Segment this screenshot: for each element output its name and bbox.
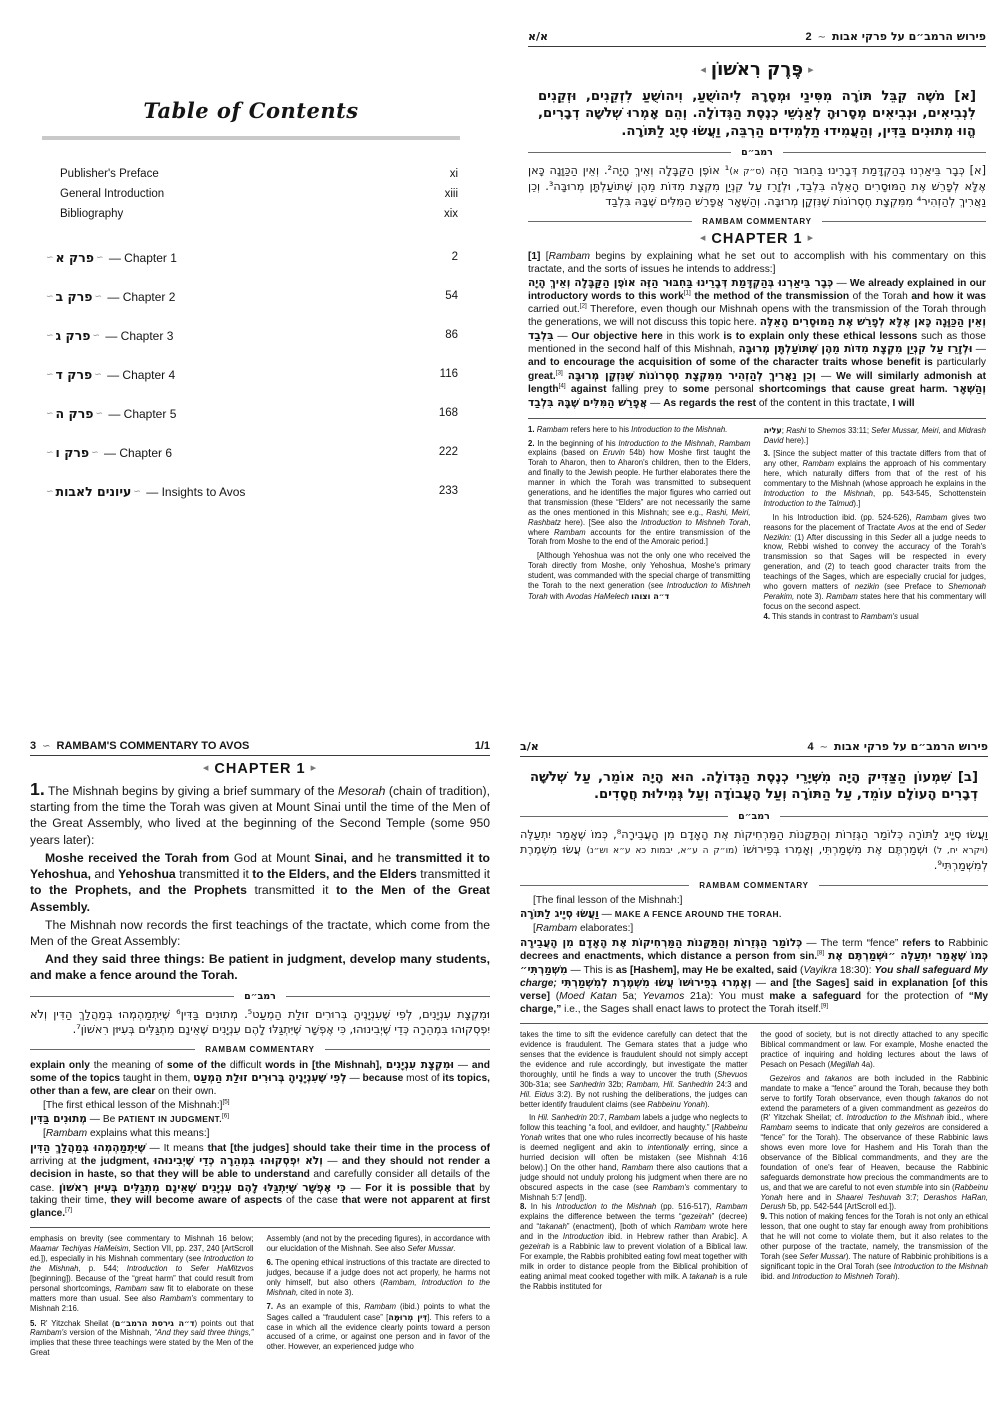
swash-ornament-icon: ∽	[46, 329, 54, 340]
footnote: 8. In his Introduction to the Mishnah (pp. 516-517), Rambam explains the difference between the terms “gezeirah” (decree) and “takanah” (enactment), [both of which Rambam wrote here and in the Introduction ibid. in Hebrew rather than Arabic]. A gezeirah is a Rabbinic law to prevent violation of a Biblical law. For example, the Rabbis prohibited eating fowl meat together with milk in order to distance people from the Biblical prohibition of eating animal meat cooked together with milk. A takanah is a rule the Rabbis instituted for	[520, 1202, 748, 1291]
toc-entry-label: ∽ עיונים לאבות ∽ — Insights to Avos	[46, 483, 246, 499]
footnote: 7. As an example of this, Rambam (ibid.) points to what the Sages called a “fraudulent case” [דִּין מְרוּמֶּה]. This refers to a case in which all the evidence clearly points toward a person accused of a crime, or against one person and in favor of the other. However, an experienced judge who	[266, 1301, 490, 1352]
footnotes	[30, 1234, 490, 1362]
footnote-column-right	[764, 425, 987, 626]
footnote: 2. In the beginning of his Introduction to the Mishnah, Rambam explains (based on Eruvin 54b) how Moshe first taught the Torah to Aharon, then to Aharon's children, then to the Elders, and finally to the Jewish people. He further elaborates there the manner in which the Torah was transmitted to subsequent generations, and he identifies the major figures who carried out that transmission (these “Elders” are not necessarily the same as the ones mentioned in this Mishnah; see e.g., Rashi, Meiri, Rashbatz here). [See also the Introduction to Mishneh Torah, where Rambam accounts for the entire transmission of the Torah from Moshe to the end of the Amoraic period.]	[528, 438, 751, 547]
page-number: 4	[807, 741, 814, 753]
paragraph: [Rambam explains what this means:]	[43, 1127, 210, 1139]
toc-entry-page: xiii	[444, 188, 458, 201]
rambam-hebrew-text: [א] כְּבָר בֵּיאַרְנוּ בְּהַקְדָּמַת דְּבָרֵינוּ בַּחִבּוּר הַזֶּה (ס״ק א)¹ אוֹפֶן הַקַּבָּלָה וְאֵיךְ הָיָה². וְאֵין הַכַּוָּנָה כָּאן אֶלָּא לְפָרֵשׁ אֶת הַמּוּסָרִים הָאֵלֶּה בִּלְבַד, וּלְזָרֵז עַל קִנְיַן מִקְצָת מִדּוֹת מֵהֶן שֶׁתּוֹעַלְתָּן מְרוּבָּה³. וְכֵן נַאֲרִיךְ לְהַזְהִיר⁴ מִמִּקְצָת חֶסְרוֹנוֹת שֶׁנִּזְקָן מְרוּבָּה. וְהַשְּׁאָר אֲפָרֵשׁ הַמִּלִּים שֶׁבָּהּ בִּלְבַד	[528, 164, 986, 209]
perek-title: ▸פֶּרֶק רִאשׁוֹן◂	[528, 59, 986, 80]
swash-ornament-icon: ∽	[46, 485, 54, 496]
mishnah-indicator: 1/1	[474, 740, 490, 752]
divider-line	[780, 816, 988, 817]
header-title-group	[30, 740, 249, 752]
divider-line	[520, 816, 728, 817]
footnotes	[520, 1030, 988, 1295]
divider-line	[819, 885, 988, 886]
toc-entry-label: ∽ פרק ה ∽ — Chapter 5	[46, 405, 177, 421]
footnote: 1. Rambam refers here to his Introduction to the Mishnah.	[528, 424, 728, 434]
daf-indicator: א/ב	[520, 740, 539, 753]
toc-row	[44, 394, 458, 433]
footnote-column-left	[520, 1030, 748, 1295]
swash-ornament-icon: ∽	[817, 32, 826, 43]
toc-entry-label: ∽ פרק א ∽ — Chapter 1	[46, 249, 177, 265]
divider-line	[520, 885, 689, 886]
hebrew-page-4	[520, 740, 988, 1412]
swash-ornament-icon: ∽	[94, 290, 103, 301]
footnote-column-right	[761, 1030, 989, 1295]
mishnah-translation-block	[30, 781, 490, 984]
footnote: [Although Yehoshua was not the only one who received the Torah directly from Moshe, only Yehoshua, Moshe's primary student, was commanded with the special charge of transmitting the Torah to the next generation (see Introduction to Mishneh Torah with Avodas HaMelech ד״ה וצוהו	[528, 551, 751, 601]
toc-title: Table of Contents	[143, 98, 359, 123]
swash-ornament-icon: ∽	[95, 251, 104, 262]
divider-line	[528, 152, 731, 153]
swash-ornament-icon: ∽	[46, 368, 54, 379]
paragraph: [1] [Rambam begins by explaining what he set out to accomplish with his commentary on this tractate, and the sorts of issues he intends to address:]	[528, 251, 986, 275]
footnote: In Hil. Sanhedrin 20:7, Rambam labels a judge who neglects to follow this teaching “a fool, and evildoer, and haughty.” [Rabbeinu Yonah writes that one who rules incorrectly because of his haste is deemed negligent and akin to intentionally erring, since a hurried decision will often be mistaken (see Mishnah 4:16 below).] On the other hand, Rambam there also cautions that a judge should not unduly prolong his judgment when there are no obscured aspects in the case (see Rambam's commentary to Mishnah 5:7 [end]).	[520, 1113, 748, 1202]
rambam-hebrew-text: וַעֲשׂוּ סְיָיג לַתּוֹרָה כְּלוֹמַר הַגְּזֵרוֹת וְהַתַּקָּנוֹת הַמַּרְחִיקוֹת אֶת הָאָדָם מִן הָעֲבֵירָה⁸, כְּמוֹ שֶׁאָמַר יִתְעַלֶּה (ויקרא יח, ל) וּשְׁמַרְתֶּם אֶת מִשְׁמַרְתִּי, וְאָמְרוּ בְּפֵירוּשׁוֹ (מו״ק ה ע״א, יבמות כא ע״א וש״נ) עֲשׂוּ מִשְׁמֶרֶת לְמִשְׁמַרְתִּי⁹.	[520, 827, 988, 872]
toc-chapter-list	[40, 238, 462, 511]
toc-entry-label: ∽ פרק ב ∽ — Chapter 2	[46, 288, 176, 304]
paragraph: 1. The Mishnah begins by giving a brief summary of the Mesorah (chain of tradition), starting from the time the Torah was given at Mount Sinai until the time of the Men of the Great Assembly, who lived at the beginning of the Second Temple (some 950 years later):	[30, 779, 490, 847]
page-number: 3	[30, 740, 37, 752]
paragraph: And they said three things: Be patient in judgment, develop many students, and make a fence around the Torah.	[30, 952, 490, 983]
toc-row	[60, 164, 458, 184]
toc-entry-label: ∽ פרק ד ∽ — Chapter 4	[46, 366, 176, 382]
divider-line	[822, 221, 986, 222]
toc-row	[44, 238, 458, 277]
daf-indicator: א/א	[528, 30, 549, 43]
toc-entry-label: Bibliography	[60, 208, 124, 221]
swash-ornament-icon: ∽	[46, 446, 54, 457]
paragraph: explain only the meaning of some of the difficult words in [the Mishnah], וּמִקְצָת עִנְיָנִים — and some of the topics taught in them, לְפִי שֶׁעִנְיָנֶיהָ בְּרוּרִים זוּלַת הַמְעַט — because most of its topics, other than a few, are clear on their own.	[30, 1058, 490, 1098]
swash-ornament-icon: ∽	[92, 329, 100, 340]
fleuron-right-icon: ▸	[808, 63, 814, 76]
mishnah-text: [א] מֹשֶׁה קִבֵּל תּוֹרָה מִסִּינַי וּמְסָרָהּ לִיהוֹשֻׁעַ, וִיהוֹשֻׁעַ לִזְקֵנִים, וּזְקֵנִים לִנְבִיאִים, וּנְבִיאִים מְסָרוּהָ לְאַנְשֵׁי כְנֶסֶת הַגְּדוֹלָה. וְהֵם אָמְרוּ שְׁלֹשָׁה דְבָרִים, הֱווּ מְתוּנִים בַּדִּין, וְהַעֲמִידוּ תַלְמִידִים הַרְבֵּה, וַעֲשׂוּ סְיָג לַתּוֹרָה.	[538, 89, 976, 139]
footnote: 3. [Since the subject matter of this tractate differs from that of any other, Rambam explains the approach of his commentary here, which naturally differs from that of the rest of his commentary to the Mishnah (whose approach he explains in the Introduction to the Mishnah, pp. 543-545, Schottenstein Introduction to the Talmud).]	[763, 449, 986, 508]
footnote-rule	[528, 418, 986, 419]
toc-entry-page: 86	[445, 328, 458, 341]
divider-label: RAMBAM COMMENTARY	[702, 217, 812, 226]
toc-row	[44, 472, 458, 511]
commentary-divider	[520, 881, 988, 890]
fleuron-right-icon: ▸	[310, 762, 318, 774]
fleuron-right-icon: ▸	[807, 232, 815, 244]
commentary-divider	[30, 1045, 490, 1054]
toc-entry-page: xi	[449, 168, 458, 180]
header-title-group	[805, 30, 986, 43]
page-header	[30, 740, 490, 756]
divider-label: רמב״ם	[244, 990, 276, 1002]
footnote: 9. This notion of making fences for the Torah is not only an ethical lesson, that one ought to stay far enough away from prohibitions that he will not come to violate them, but it also relates to the other purpose of the tractate, namely, the transmission of the Torah (see Sefer Mussar). The nature of Rabbinic prohibitions is a significant topic in the Oral Torah (see Introduction to the Mishnah ibid. and Introduction to Mishneh Torah).	[760, 1212, 988, 1281]
paragraph: [The first ethical lesson of the Mishnah:][5]	[43, 1098, 230, 1111]
toc-entry-page: 168	[438, 406, 458, 419]
swash-ornament-icon: ∽	[133, 485, 141, 496]
commentary-divider	[528, 217, 986, 226]
paragraph: שֶׁיִּתְמַהְמְהוּ בְּמַהֲלַךְ הַדִּין — It means that [the judges] should take their time in the process of arriving at the judgment, וְלֹא יִפְסְקוּהוּ בִּמְהֵרָה כְּדֵי שֶׁיְבִינוּהוּ — and they should not render a decision in haste, so that they will be able to understand and carefully consider all details of the case. כִּי אֶפְשָׁר שֶׁיִּתְגַּלּוּ לָהֶם עִנְיָנִים שֶׁאֵינָם מִתְגַּלִּים בְּעִיּוּן רִאשׁוֹן — For it is possible that by taking their time, they will become aware of aspects of the case that were not apparent at first glance.[7]	[30, 1141, 490, 1219]
rambam-divider	[520, 811, 988, 822]
page-header	[528, 30, 986, 47]
divider-line	[30, 996, 234, 997]
toc-row	[60, 204, 458, 224]
swash-ornament-icon: ∽	[46, 251, 54, 262]
toc-entry-page: 233	[438, 484, 458, 497]
footnote: 5. R' Yitzchak Sheilat (ד״ה גירסת הרמב״ם) points out that Rambam's version of the Mishnah, “And they said three things,” implies that these three teachings were stated by the Men of the Great	[30, 1317, 254, 1358]
divider-label: רמב״ם	[738, 810, 770, 822]
commentary-block	[528, 251, 986, 411]
footnote: the good of society, but is not directly attached to any specific Biblical commandment or law. For example, Moshe enacted the practice of inquiring and holding lectures about the laws of Pesach on Pesach (Megillah 4a).	[760, 1030, 988, 1070]
footnote: In his Introduction ibid. (pp. 524-526), Rambam gives two reasons for the placement of Tractate Avos at the end of Seder Nezikin: (1) After discussing in this Seder all a judge needs to know, Rebbi wished to convey the accuracy of the Torah's transmission so that Sages will be respected in every generation, and (2) to teach good character traits from the teachings of the Sages, which are especially crucial for judges, who govern matters of nezikin (see Preface to Shemonah Perakim, note 3). Rambam states here that his commentary will focus on the second aspect.	[763, 512, 986, 611]
toc-entry-page: xix	[443, 208, 458, 221]
rambam-hebrew-text: וּמִקְצָת עִנְיָנִים, לְפִי שֶׁעִנְיָנֶיהָ בְּרוּרִים זוּלַת הַמְעַט⁵. מְתוּנִים בַּדִּין⁶ שֶׁיִּתְמַהְמְהוּ בְּמַהֲלַךְ הַדִּין וְלֹא יִפְסְקוּהוּ בִּמְהֵרָה כְּדֵי שֶׁיְבִינוּהוּ, כִּי אֶפְשָׁר שֶׁיִּתְגַּלּוּ לָהֶם עִנְיָנִים שֶׁאֵינָם מִתְגַּלִּים בְּעִיּוּן רִאשׁוֹן⁷.	[30, 1007, 490, 1037]
swash-ornament-icon: ∽	[42, 741, 51, 752]
footnote-column-right	[267, 1234, 491, 1362]
toc-entry-label: ∽ פרק ג ∽ — Chapter 3	[46, 327, 174, 343]
toc-rule	[42, 136, 460, 140]
fleuron-left-icon: ◂	[202, 762, 210, 774]
header-title-group	[807, 740, 988, 753]
divider-label: רמב״ם	[741, 147, 773, 159]
footnote: עליה; Rashi to Shemos 33:11; Sefer Mussar, Meiri, and Midrash David here).]	[763, 424, 986, 445]
chapter-heading: ◂ CHAPTER 1 ▸	[528, 231, 986, 247]
toc-entry-page: 222	[438, 445, 458, 458]
divider-label: RAMBAM COMMENTARY	[699, 880, 809, 890]
footnote: takes the time to sift the evidence carefully can detect that the evidence is fraudulent. The Gemara states that a judge who senses that the evidence is fraudulent should not simply accept the evidence and rule accordingly, but investigate the matter thoroughly, until he finds a way to uncover the truth (Shevuos 30b-31a; see Sanhedrin 32b; Rambam, Hil. Sanhedrin 24:3 and Hil. Eidus 3:2). By not rushing the deliberations, the judges can better identify fraudulent claims (see Rabbeinu Yonah).	[520, 1030, 748, 1109]
page-number: 2	[805, 31, 812, 43]
toc-entry-page: 54	[445, 289, 458, 302]
hebrew-page-2	[528, 30, 986, 722]
divider-line	[528, 221, 692, 222]
toc-entry-label: ∽ פרק ו ∽ — Chapter 6	[46, 444, 173, 460]
commentary-block	[30, 1059, 490, 1221]
footnote-column-left	[30, 1234, 254, 1362]
page-header	[520, 740, 988, 757]
paragraph: [The final lesson of the Mishnah:]	[533, 894, 683, 906]
toc-page	[40, 98, 462, 511]
divider-line	[286, 996, 490, 997]
paragraph: מְתוּנִים בַּדִּין — Be PATIENT IN JUDGMENT.[6]	[30, 1112, 229, 1126]
toc-row	[44, 355, 458, 394]
toc-row	[44, 316, 458, 355]
toc-entry-page: 116	[439, 367, 458, 380]
mishnah-text: [ב] שִׁמְעוֹן הַצַּדִּיק הָיָה מִשְּׁיָרֵי כְנֶסֶת הַגְּדוֹלָה. הוּא הָיָה אוֹמֵר, עַל שְׁלֹשָׁה דְבָרִים הָעוֹלָם עוֹמֵד, עַל הַתּוֹרָה וְעַל הָעֲבוֹדָה וְעַל גְּמִילוּת חֲסָדִים.	[530, 770, 978, 803]
swash-ornament-icon: ∽	[46, 290, 54, 301]
footnotes	[528, 425, 986, 626]
toc-entry-label: Publisher's Preface	[60, 168, 159, 180]
chapter-heading: ◂ CHAPTER 1 ▸	[30, 761, 490, 777]
paragraph: Moshe received the Torah from God at Mount Sinai, and he transmitted it to Yehoshua, and Yehoshua transmitted it to the Elders, and the Elders transmitted it to the Prophets, and the Prophets transmitted it to the Men of the Great Assembly.	[30, 850, 490, 914]
swash-ornament-icon: ∽	[91, 446, 99, 457]
footnote-column-left	[528, 425, 751, 626]
toc-row	[44, 433, 458, 472]
toc-entry-page: 2	[451, 250, 458, 263]
toc-entry-label: General Introduction	[60, 188, 165, 201]
footnote-rule	[520, 1023, 988, 1024]
footnote: 6. The opening ethical instructions of this tractate are directed to judges, because if a judge does not act properly, he harms not only himself, but also others (Rambam, Introduction to the Mishnah, cited in note 3).	[266, 1258, 490, 1297]
divider-line	[325, 1049, 490, 1050]
english-page-3	[30, 740, 490, 1412]
fleuron-left-icon: ◂	[700, 63, 706, 76]
header-title: RAMBAM'S COMMENTARY TO AVOS	[56, 740, 250, 752]
paragraph: [Rambam elaborates:]	[533, 922, 634, 934]
paragraph: כְּבָר בֵּיאַרְנוּ בְּהַקְדָּמַת דְּבָרֵינוּ בַּחִבּוּר הַזֶּה אוֹפֶן הַקַּבָּלָה וְאֵיךְ הָיָה — We already explained in our introductory words to this work[1] the method of the transmission of the Torah and how it was carried out.[2] Therefore, even though our Mishnah opens with the transmission of the Torah through the generations, we will not discuss this topic here. וְאֵין הַכַּוָּנָה כָּאן אֶלָּא לְפָרֵשׁ אֶת הַמּוּסָרִים הָאֵלֶּה בִּלְבַד — Our objective here in this work is to explain only these ethical lessons such as those mentioned in the second half of this Mishnah, וּלְזָרֵז עַל קִנְיַן מִקְצָת מִדּוֹת מֵהֶן שֶׁתּוֹעַלְתָּן מְרוּבָּה — and to encourage the acquisition of some of the character traits whose benefit is particularly great.[3] וְכֵן נַאֲרִיךְ לְהַזְהִיר מִמִּקְצָת חֶסְרוֹנוֹת שֶׁנִּזְקָן מְרוּבָּה — We will similarly admonish at length[4] against falling prey to some personal shortcomings that cause great harm. וְהַשְּׁאָר אֲפָרֵשׁ הַמִּלִּים שֶׁבָּהּ בִּלְבַד — As regards the rest of the content in this tractate, I will	[528, 277, 986, 410]
header-title: פירוש הרמב״ם על פרקי אבות	[831, 30, 986, 43]
toc-row	[44, 277, 458, 316]
commentary-block	[520, 895, 988, 1017]
footnote: Assembly (and not by the preceding figures), in accordance with our elucidation of the Mishnah. See also Sefer Mussar.	[266, 1234, 490, 1254]
rambam-divider	[30, 991, 490, 1002]
footnote: emphasis on brevity (see commentary to Mishnah 16 below; Maamar Techiyas HaMeisim, Section VII, pp. 237, 240 [ArtScroll ed.]), especially in his Mishnah commentary (see Introduction to the Mishnah, p. 544; Introduction to Sefer HaMitzvos [beginning]). Because of the “great harm” that could result from personal shortcomings, Rambam saw fit to elaborate on these matters more than usual. See also Rambam's commentary to Mishnah 2:16.	[30, 1234, 254, 1313]
fleuron-left-icon: ◂	[699, 232, 707, 244]
toc-row	[60, 184, 458, 204]
toc-front-matter	[60, 164, 458, 224]
swash-ornament-icon: ∽	[94, 368, 102, 379]
paragraph: כְּלוֹמַר הַגְּזֵרוֹת וְהַתַּקָּנוֹת הַמַּרְחִיקוֹת אֶת הָאָדָם מִן הָעֲבֵירָה — The term “fence” refers to Rabbinic decrees and enactments, which distance a person from sin.[8] כְּמוֹ שֶׁאָמַר יִתְעַלֶּה ״וּשְׁמַרְתֶּם אֶת מִשְׁמַרְתִּי״ — This is as [Hashem], may He be exalted, said (Vayikra 18:30): You shall safeguard My charge; וְאָמְרוּ בְּפֵירוּשׁוֹ עֲשׂוּ מִשְׁמֶרֶת לְמִשְׁמַרְתִּי — and [the Sages] said in explanation [of this verse] (Moed Katan 5a; Yevamos 21a): You must make a safeguard for the protection of “My charge,” i.e., the Sages shall enact laws to protect the Torah itself.[9]	[520, 936, 988, 1015]
swash-ornament-icon: ∽	[819, 742, 828, 753]
divider-line	[30, 1049, 195, 1050]
swash-ornament-icon: ∽	[95, 407, 103, 418]
divider-line	[783, 152, 986, 153]
footnote: 4. This stands in contrast to Rambam's usual	[763, 611, 919, 621]
footnote-rule	[30, 1227, 490, 1228]
paragraph: וַעֲשׂוּ סְיָיג לַתּוֹרָה — MAKE A FENCE AROUND THE TORAH.	[520, 908, 782, 921]
header-title: פירוש הרמב״ם על פרקי אבות	[833, 740, 988, 753]
paragraph: The Mishnah now records the first teachings of the tractate, which come from the Men of the Great Assembly:	[30, 917, 490, 948]
rambam-divider	[528, 147, 986, 158]
swash-ornament-icon: ∽	[46, 407, 54, 418]
divider-label: RAMBAM COMMENTARY	[205, 1044, 315, 1054]
footnote: Gezeiros and takanos are both included in the Rabbinic mandate to make a “fence” around the Torah, because they both serve to fortify Torah observance, even though takanos do not extend the parameters of a given commandment as gezeiros do (R' Yitzchak Sheilat; cf. Introduction to the Mishnah ibid., where Rambam seems to indicate that only gezeiros are considered a “fence” for the Torah). The observance of these Rabbinic laws shows even more love for Hashem and His Torah than the observance of the Biblical commandments, and they are the foundation of one's fear of Heaven, because the Rabbinic safeguards demonstrate how precious the commandments are to us, and that we are careful to not even stumble into sin (Rabbeinu Yonah here and in Shaarei Teshuvah 3:7; Derashos HaRan, Derush 5b, pp. 542-544 [ArtScroll ed.]).	[760, 1073, 988, 1212]
